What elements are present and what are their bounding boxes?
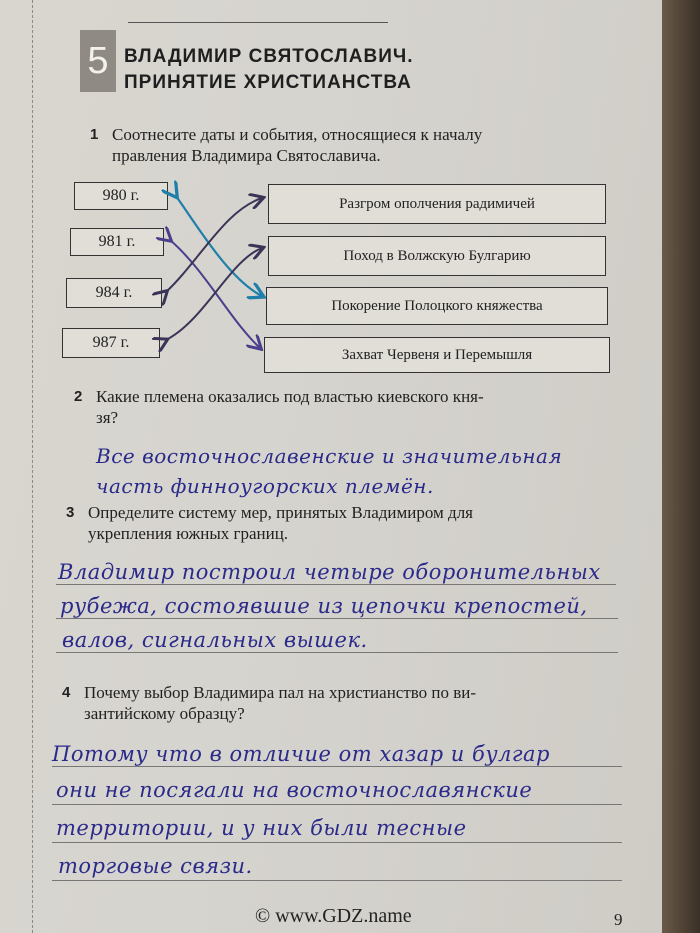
task-1-question-line1: Соотнесите даты и события, относящиеся к началу: [112, 125, 483, 144]
task-3-rule-2: [56, 618, 618, 619]
date-box-980: 980 г.: [74, 182, 168, 210]
task-4-question-line1: Почему выбор Владимира пал на христианство по ви-: [84, 683, 477, 702]
task-2: [74, 386, 616, 428]
chapter-number: 5: [80, 30, 116, 92]
book-spine-edge: [662, 0, 700, 933]
task-3-answer-line1: Владимир построил четыре оборонительных: [58, 560, 601, 584]
date-box-987: 987 г.: [62, 328, 160, 358]
event-box-polotsk: Покорение Полоцкого княжества: [266, 287, 608, 325]
task-3-rule-1: [56, 584, 616, 585]
chapter-title-line1: ВЛАДИМИР СВЯТОСЛАВИЧ.: [124, 46, 414, 67]
task-2-answer-line1: Все восточнославенские и значительная: [96, 444, 563, 468]
task-3-answer-line3: валов, сигнальных вышек.: [62, 628, 368, 652]
task-4-answer-line2: они не посягали на восточнославянские: [56, 778, 533, 802]
task-3-question-line1: Определите систему мер, принятых Владимиром для: [88, 503, 473, 522]
task-2-number: 2: [74, 388, 83, 405]
task-3-number: 3: [66, 504, 75, 521]
date-box-984: 984 г.: [66, 278, 162, 308]
task-4-rule-1: [52, 766, 622, 767]
task-4-rule-3: [52, 842, 622, 843]
arrow-980-polotsk: [176, 196, 262, 296]
task-4-answer-line3: территории, и у них были тесные: [56, 816, 467, 840]
task-1-question-line2: правления Владимира Святославича.: [112, 146, 381, 165]
event-box-volga-bulgaria: Поход в Волжскую Булгарию: [268, 236, 606, 276]
task-4-answer-line4: торговые связи.: [58, 854, 253, 878]
event-box-radimichi: Разгром ополчения радимичей: [268, 184, 606, 224]
task-4-question-line2: зантийскому образцу?: [84, 704, 245, 723]
task-3-question-line2: укрепления южных границ.: [88, 524, 289, 543]
footer-copyright: © www.GDZ.name: [255, 905, 412, 927]
task-3-rule-3: [56, 652, 618, 653]
page-number: 9: [614, 910, 623, 929]
task-2-question-line2: зя?: [96, 408, 119, 427]
task-4-rule-2: [52, 804, 622, 805]
date-box-981: 981 г.: [70, 228, 164, 256]
arrow-987-volga: [166, 248, 262, 340]
task-3-answer-line2: рубежа, состоявшие из цепочки крепостей,: [60, 594, 588, 618]
task-4-number: 4: [62, 684, 71, 701]
task-2-answer-line2: часть финноугорских племён.: [96, 474, 434, 498]
task-4-answer-line1: Потому что в отличие от хазар и булгар: [52, 742, 550, 766]
task-4-rule-4: [52, 880, 622, 881]
task-4: [62, 682, 624, 724]
event-box-cherven: Захват Червеня и Перемышля: [264, 337, 610, 373]
task-3: [66, 502, 618, 544]
arrow-984-radimichi: [166, 198, 262, 292]
task-1-number: 1: [90, 126, 99, 143]
chapter-title-line2: ПРИНЯТИЕ ХРИСТИАНСТВА: [124, 72, 412, 93]
task-2-question-line1: Какие племена оказались под властью киевского кня-: [96, 387, 484, 406]
